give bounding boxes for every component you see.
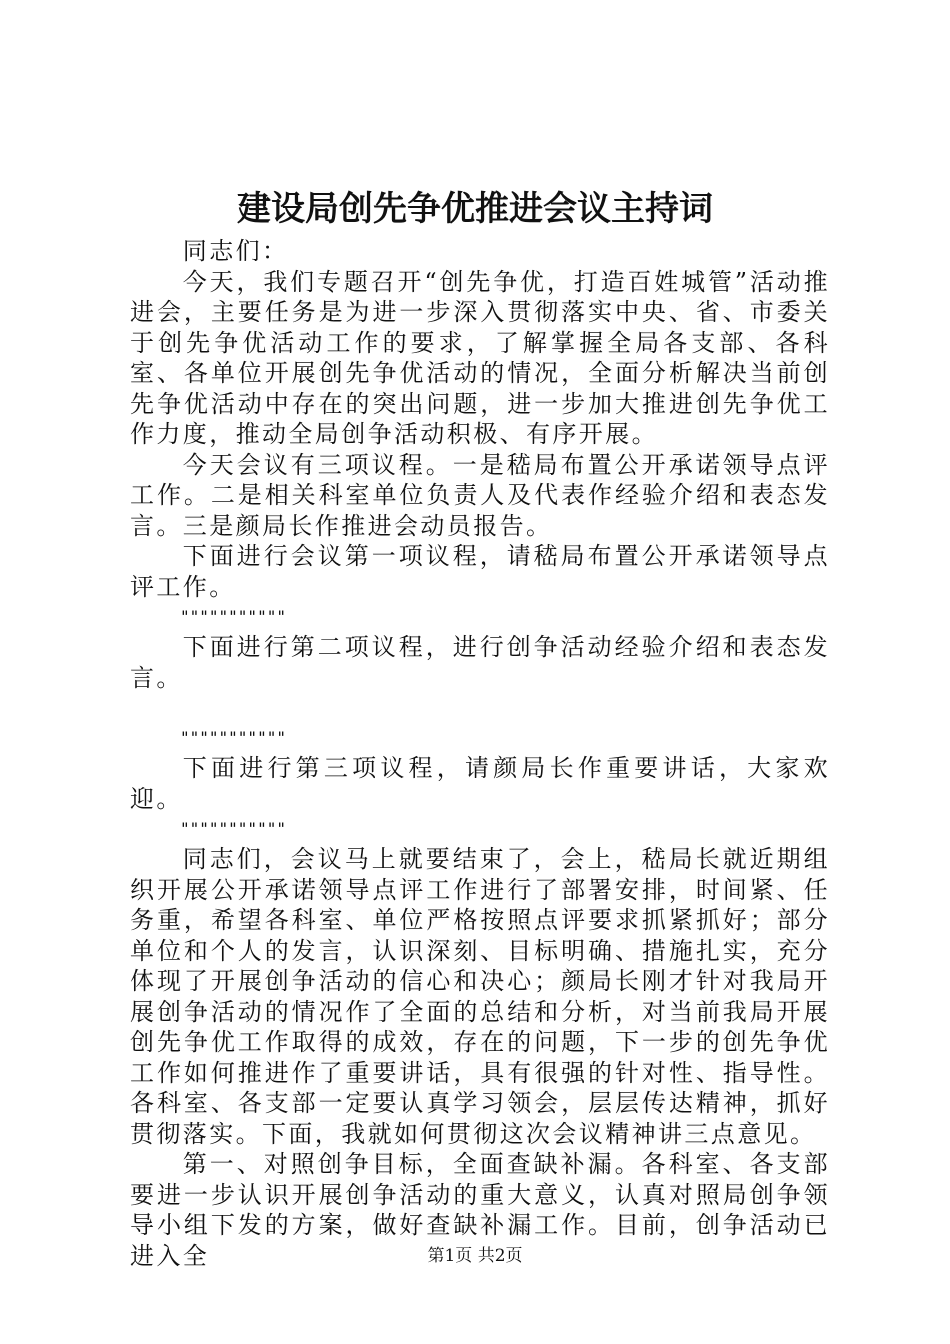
paragraph-item-three: 下面进行第三项议程，请颜局长作重要讲话，大家欢迎。 (130, 754, 830, 813)
page-footer: 第1页 共2页 (427, 1246, 523, 1266)
paragraph-agenda: 今天会议有三项议程。一是嵇局布置公开承诺领导点评工作。二是相关科室单位负责人及代表作经验介绍和表态发言。三是颜局长作推进会动员报告。 (130, 450, 830, 540)
placeholder-marks: """"""""""" (180, 728, 286, 747)
paragraph-intro: 今天，我们专题召开“创先争优，打造百姓城管”活动推进会，主要任务是为进一步深入贯彻落实中央、省、市委关于创先争优活动工作的要求，了解掌握全局各支部、各科室、各单位开展创先争优活动的情况，全面分析解决当前创先争优活动中存在的突出问题，进一步加大推进创先争优工作力度，推动全局创争活动积极、有序开展。 (130, 267, 830, 448)
greeting: 同志们： (182, 237, 289, 265)
placeholder-marks: """"""""""" (180, 819, 286, 838)
paragraph-summary: 同志们，会议马上就要结束了，会上，嵇局长就近期组织开展公开承诺领导点评工作进行了部署安排，时间紧、任务重，希望各科室、单位严格按照点评要求抓紧抓好；部分单位和个人的发言，认识深刻、目标明确、措施扎实，充分体现了开展创争活动的信心和决心；颜局长刚才针对我局开展创争活动的情况作了全面的总结和分析，对当前我局开展创先争优工作取得的成效，存在的问题，下一步的创先争优工作如何推进作了重要讲话，具有很强的针对性、指导性。各科室、各支部一定要认真学习领会，层层传达精神，抓好贯彻落实。下面，我就如何贯彻这次会议精神讲三点意见。 (130, 845, 830, 1148)
paragraph-item-two: 下面进行第二项议程，进行创争活动经验介绍和表态发言。 (130, 633, 830, 692)
document-body (130, 236, 830, 1271)
document-title: 建设局创先争优推进会议主持词 (237, 189, 713, 229)
placeholder-marks: """"""""""" (180, 607, 286, 626)
paragraph-point-one: 第一、对照创争目标，全面查缺补漏。各科室、各支部要进一步认识开展创争活动的重大意义，认真对照局创争领导小组下发的方案，做好查缺补漏工作。目前，创争活动已进入全 (130, 1150, 830, 1270)
paragraph-item-one: 下面进行会议第一项议程，请嵇局布置公开承诺领导点评工作。 (130, 542, 830, 601)
